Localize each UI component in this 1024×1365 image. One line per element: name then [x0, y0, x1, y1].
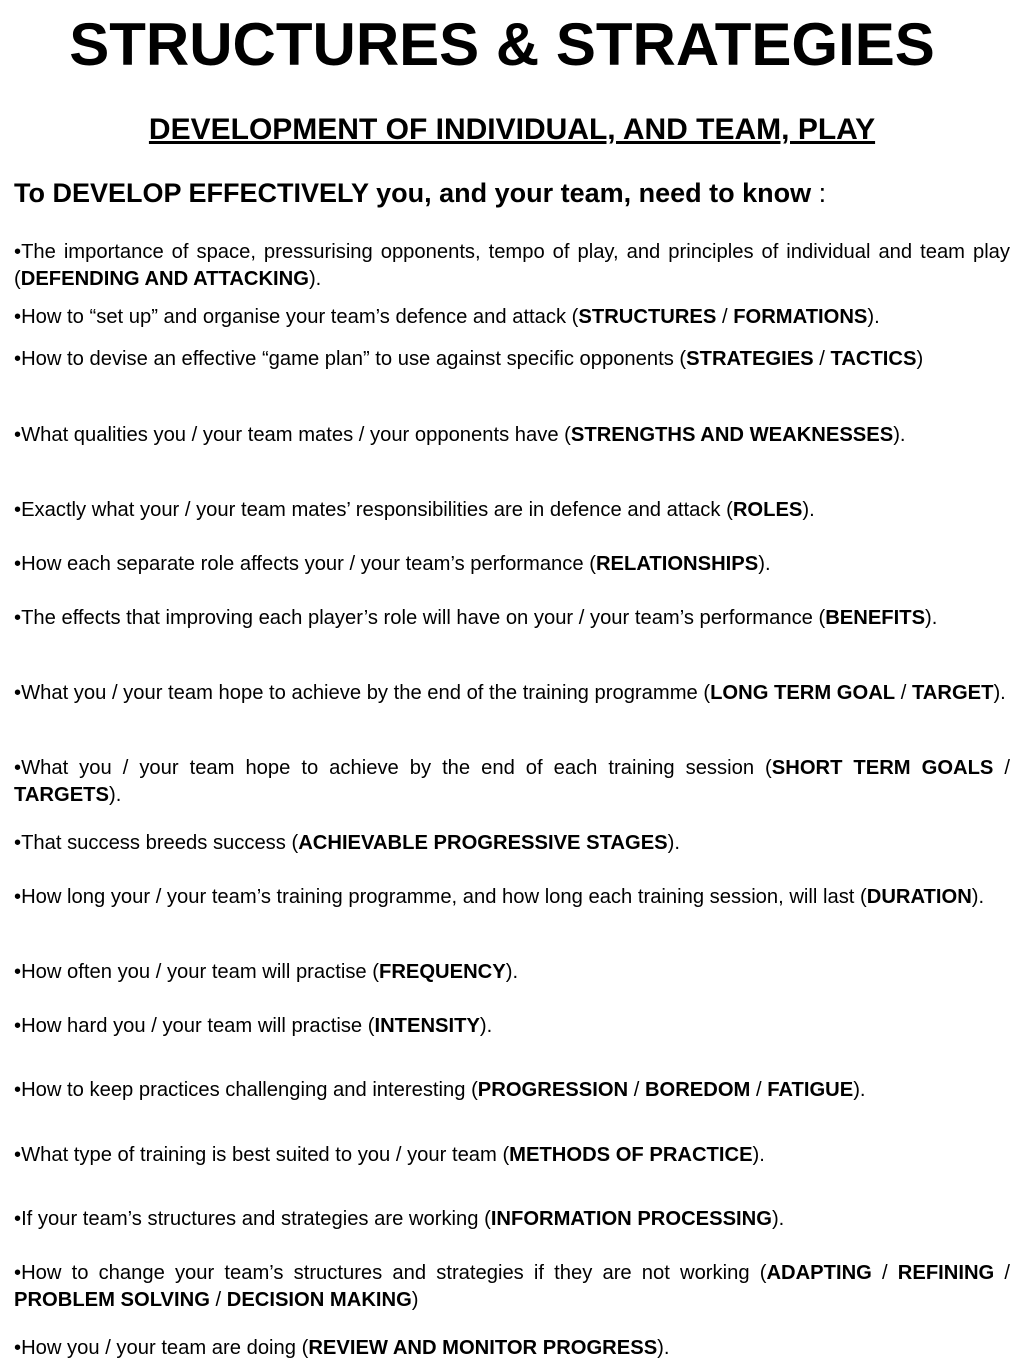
item-text-end: ).	[479, 1015, 493, 1037]
item-text: •What you / your team hope to achieve by the end of each training session (	[14, 757, 772, 779]
item-keyword: PROGRESSION	[477, 1079, 629, 1101]
item-text-end: ).	[893, 424, 906, 446]
list-item	[14, 239, 1010, 293]
intro-colon: :	[818, 178, 827, 208]
list-item	[14, 422, 1010, 449]
item-text-end: ).	[867, 306, 880, 328]
item-keyword: TARGET	[911, 682, 994, 704]
item-text: •How you / your team are doing (	[14, 1337, 309, 1359]
item-text: •How to devise an effective “game plan” to use against specific opponents (	[14, 348, 687, 370]
item-keyword: FORMATIONS	[733, 306, 868, 328]
item-text: •What qualities you / your team mates / your opponents have (	[14, 424, 571, 446]
item-text-end: )	[916, 348, 924, 370]
item-text: •Exactly what your / your team mates’ responsibilities are in defence and attack (	[14, 499, 733, 521]
list-item	[14, 497, 1010, 524]
item-keyword: METHODS OF PRACTICE	[509, 1144, 753, 1166]
item-text-end: ).	[657, 1337, 670, 1359]
list-item: •How to devise an effective “game plan” to use against specific opponents (STRATEGIES / TACTICS)	[14, 348, 924, 370]
list-item: •What you / your team hope to achieve by the end of the training programme (LONG TERM GOAL / TARGET).	[14, 682, 1006, 704]
item-text-end: ).	[971, 886, 985, 908]
item-text: •The importance of space, pressurising opponents, tempo of play, and principles of individual and team play (	[14, 241, 1010, 290]
item-keyword: RELATIONSHIPS	[595, 553, 759, 575]
list-item	[14, 1206, 1010, 1233]
page-title: STRUCTURES & STRATEGIES	[69, 11, 935, 78]
list-item	[14, 884, 1010, 911]
item-text: •How to “set up” and organise your team’s defence and attack (	[14, 306, 579, 328]
item-text: •What you / your team hope to achieve by the end of the training programme (	[14, 682, 711, 704]
item-text: •If your team’s structures and strategies are working (	[14, 1208, 491, 1230]
item-text: •How long your / your team’s training programme, and how long each training session, will last (	[14, 886, 867, 908]
item-keyword: REFINING	[897, 1262, 995, 1284]
item-keyword: DURATION	[866, 886, 972, 908]
item-keyword: STRENGTHS AND WEAKNESSES	[570, 424, 894, 446]
item-text-end: )	[411, 1289, 419, 1311]
item-keyword: TACTICS	[830, 348, 917, 370]
item-text: •That success breeds success (	[14, 832, 299, 854]
intro-heading	[14, 174, 1014, 212]
item-text-end: ).	[853, 1079, 866, 1101]
item-keyword: DEFENDING AND ATTACKING	[20, 268, 309, 290]
list-item	[14, 1142, 1010, 1169]
list-item	[14, 551, 1010, 578]
item-keyword: ROLES	[732, 499, 803, 521]
item-keyword: STRATEGIES	[686, 348, 814, 370]
item-text-end: ).	[308, 268, 322, 290]
item-text-end: ).	[802, 499, 815, 521]
item-keyword: FATIGUE	[767, 1079, 854, 1101]
item-text-end: ).	[925, 607, 938, 629]
item-text-end: ).	[752, 1144, 765, 1166]
item-keyword: REVIEW AND MONITOR PROGRESS	[308, 1337, 658, 1359]
item-text: •How hard you / your team will practise (	[14, 1015, 375, 1037]
item-keyword: STRUCTURES	[578, 306, 717, 328]
page-subtitle: DEVELOPMENT OF INDIVIDUAL, AND TEAM, PLAY	[148, 113, 876, 146]
item-keyword: INTENSITY	[374, 1015, 480, 1037]
list-item	[14, 1013, 1010, 1040]
item-keyword: BOREDOM	[644, 1079, 751, 1101]
item-text: •How often you / your team will practise (	[14, 961, 379, 983]
list-item: •How to “set up” and organise your team’s defence and attack (STRUCTURES / FORMATIONS).	[14, 306, 880, 328]
list-item: •How to change your team’s structures and strategies if they are not working (ADAPTING / REFINING / PROBLEM SOLVING / DECISION MAKING)	[14, 1262, 1011, 1311]
item-text-end: ).	[667, 832, 680, 854]
list-item	[14, 830, 1010, 857]
item-text-end: ).	[505, 961, 519, 983]
item-keyword: ACHIEVABLE PROGRESSIVE STAGES	[298, 832, 668, 854]
item-keyword: BENEFITS	[825, 607, 926, 629]
intro-text: To DEVELOP EFFECTIVELY you, and your team, need to know	[14, 178, 812, 208]
item-text-end: ).	[758, 553, 771, 575]
list-item: •How to keep practices challenging and interesting (PROGRESSION / BOREDOM / FATIGUE).	[14, 1079, 866, 1101]
item-text: •How to change your team’s structures and strategies if they are not working (	[14, 1262, 767, 1284]
item-text-end: ).	[993, 682, 1006, 704]
item-keyword: TARGETS	[14, 784, 109, 806]
item-text: •How each separate role affects your / your team’s performance (	[14, 553, 596, 575]
item-text-end: ).	[771, 1208, 785, 1230]
item-text: •What type of training is best suited to you / your team (	[14, 1144, 510, 1166]
item-keyword: LONG TERM GOAL	[710, 682, 896, 704]
item-keyword: FREQUENCY	[378, 961, 506, 983]
list-item	[14, 1335, 1010, 1362]
list-item	[14, 959, 1010, 986]
item-keyword: DECISION MAKING	[226, 1289, 412, 1311]
item-keyword: SHORT TERM GOALS	[771, 757, 994, 779]
item-keyword: INFORMATION PROCESSING	[490, 1208, 772, 1230]
item-text: •How to keep practices challenging and interesting (	[14, 1079, 478, 1101]
list-item	[14, 605, 1010, 632]
item-text: •The effects that improving each player’s role will have on your / your team’s performance (	[14, 607, 826, 629]
item-text-end: ).	[108, 784, 122, 806]
item-keyword: ADAPTING	[766, 1262, 872, 1284]
list-item: •What you / your team hope to achieve by the end of each training session (SHORT TERM GOALS / TARGETS).	[14, 757, 1011, 806]
item-keyword: PROBLEM SOLVING	[14, 1289, 210, 1311]
